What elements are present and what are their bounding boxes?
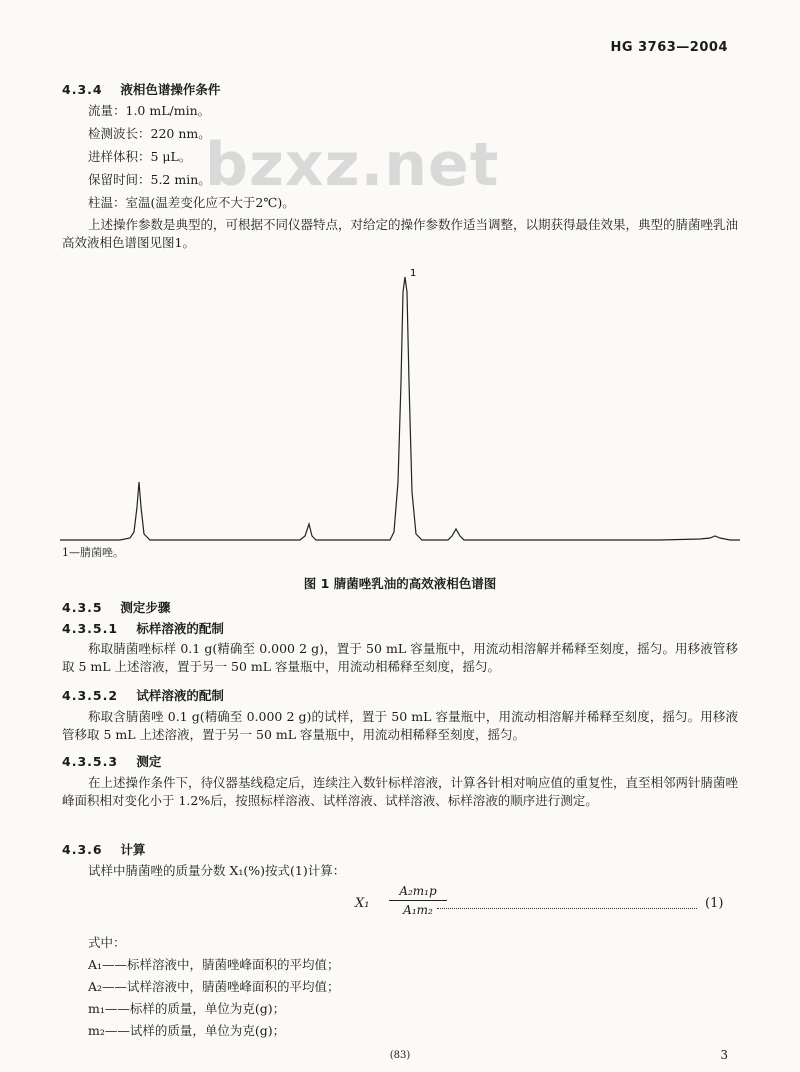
definition-line: A₁——标样溶液中，腈菌唑峰面积的平均值； <box>88 957 340 972</box>
paragraph: 称取含腈菌唑 0.1 g(精确至 0.000 2 g)的试样，置于 50 mL 容量瓶中，用流动相溶解并稀释至刻度，摇匀。用移液管移取 5 mL 上述溶液，置于另一 50 mL 容量瓶中，用流动相稀释至刻度，摇匀。 <box>62 709 738 742</box>
section-title: 液相色谱操作条件 <box>120 82 221 97</box>
paragraph: 称取腈菌唑标样 0.1 g(精确至 0.000 2 g)，置于 50 mL 容量瓶中，用流动相溶解并稀释至刻度，摇匀。用移液管移取 5 mL 上述溶液，置于另一 50 mL 容量瓶中，用流动相稀释至刻度，摇匀。 <box>62 641 738 674</box>
section-number: 4.3.5.1 <box>62 621 119 636</box>
section-number: 4.3.6 <box>62 842 103 857</box>
section-heading-4-3-5-3 <box>62 752 161 770</box>
where-label: 式中： <box>88 935 126 950</box>
standard-number: HG 3763—2004 <box>610 40 728 55</box>
formula-numerator: A₂m₁p <box>399 884 437 898</box>
section-number: 4.3.5.2 <box>62 688 119 703</box>
paragraph: 在上述操作条件下，待仪器基线稳定后，连续注入数针标样溶液，计算各针相对响应值的重复性，直至相邻两针腈菌唑峰面积相对变化小于 1.2%后，按照标样溶液、试样溶液、试样溶液、标样溶液的顺序进行测定。 <box>62 775 739 808</box>
section-heading-4-3-4 <box>62 80 220 98</box>
section-number: 4.3.5.3 <box>62 754 119 769</box>
equation-number: (1) <box>705 896 724 911</box>
section-title: 试样溶液的配制 <box>136 688 224 703</box>
section-title: 测定步骤 <box>120 600 171 615</box>
section-title: 标样溶液的配制 <box>136 621 224 636</box>
figure-legend: 1—腈菌唑。 <box>62 546 124 559</box>
condition-line: 进样体积：5 μL。 <box>88 149 192 164</box>
chromatogram-trace <box>60 277 740 540</box>
page-number: 3 <box>720 1048 728 1062</box>
footer-center: (83) <box>389 1050 411 1061</box>
formula-denominator: A₁m₂ <box>403 903 433 917</box>
figure-caption: 图 1 腈菌唑乳油的高效液相色谱图 <box>303 576 497 591</box>
section-heading-4-3-5 <box>62 598 170 616</box>
condition-line: 流量：1.0 mL/min。 <box>88 103 211 118</box>
paragraph: 上述操作参数是典型的，可根据不同仪器特点，对给定的操作参数作适当调整，以期获得最佳效果，典型的腈菌唑乳油高效液相色谱图见图1。 <box>62 217 739 250</box>
section-title: 计算 <box>120 842 146 857</box>
section-heading-4-3-6 <box>62 840 145 858</box>
section-title: 测定 <box>136 754 162 769</box>
section-number: 4.3.4 <box>62 82 103 97</box>
section-heading-4-3-5-2 <box>62 686 224 704</box>
condition-line: 保留时间：5.2 min。 <box>88 172 211 187</box>
watermark: bzxz.net <box>205 130 500 200</box>
definition-line: A₂——试样溶液中，腈菌唑峰面积的平均值； <box>88 979 340 994</box>
formula-intro: 试样中腈菌唑的质量分数 X₁(%)按式(1)计算： <box>88 863 346 878</box>
definition-line: m₁——标样的质量，单位为克(g)； <box>88 1001 286 1016</box>
peak-label: 1 <box>410 268 417 279</box>
chromatogram <box>60 262 740 562</box>
definition-line: m₂——试样的质量，单位为克(g)； <box>88 1023 286 1038</box>
section-number: 4.3.5 <box>62 600 103 615</box>
condition-line: 柱温：室温(温差变化应不大于2℃)。 <box>88 195 295 210</box>
formula-lhs: X₁ <box>355 896 370 911</box>
leader-dots <box>437 896 697 909</box>
condition-line: 检测波长：220 nm。 <box>88 126 211 141</box>
formula-1 <box>355 884 724 917</box>
section-heading-4-3-5-1 <box>62 619 224 637</box>
